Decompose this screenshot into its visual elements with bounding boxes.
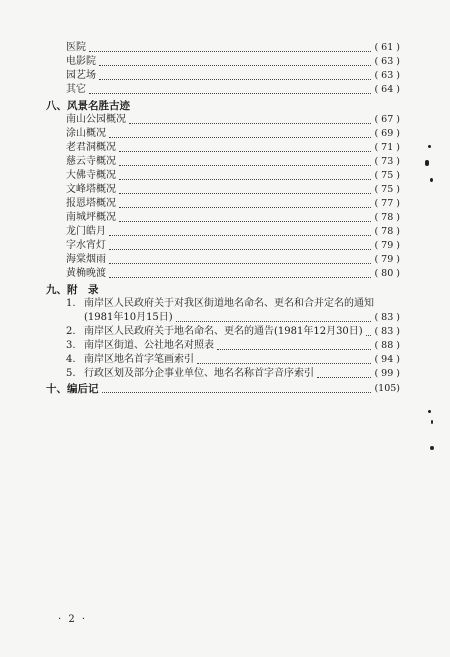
toc-entry: [0, 55, 450, 69]
leader-dots: [119, 193, 371, 194]
toc-entry: [0, 267, 450, 281]
leader-dots: [99, 79, 371, 80]
toc-entry-label: 南城坪概况: [66, 212, 116, 223]
section-heading: [0, 283, 450, 297]
toc-entry: [0, 155, 450, 169]
toc-entry: [0, 169, 450, 183]
toc-page-number: ( 63 ): [374, 70, 400, 81]
toc-page-number: ( 67 ): [374, 114, 400, 125]
entry-number: 2.: [66, 326, 76, 337]
leader-dots: [129, 123, 371, 124]
section-heading: [0, 99, 450, 113]
scan-speck: [425, 160, 429, 166]
toc-entry-label: [66, 325, 363, 339]
toc-entry-label: 其它: [66, 84, 86, 95]
toc-entry: [0, 69, 450, 83]
leader-dots: [119, 165, 371, 166]
toc-page-number: ( 75 ): [374, 184, 400, 195]
toc-entry: [0, 83, 450, 97]
scan-speck: [430, 178, 433, 182]
toc-entry-label: 医院: [66, 42, 86, 53]
leader-dots: [119, 221, 371, 222]
leader-dots: [99, 65, 371, 66]
leader-dots: [109, 137, 371, 138]
toc-page-number: ( 79 ): [374, 240, 400, 251]
leader-dots: [109, 249, 371, 250]
entry-title: 行政区划及部分企事业单位、地名名称首字音序索引: [84, 368, 314, 379]
entry-number: 3.: [66, 340, 76, 351]
toc-entry-label: 黄桷晚渡: [66, 268, 106, 279]
leader-dots: [317, 377, 371, 378]
toc-entry-label: [66, 367, 314, 381]
scan-speck: [428, 410, 431, 413]
section-label: 九、附 录: [46, 284, 99, 296]
leader-dots: [176, 321, 372, 322]
toc-page-number: ( 83 ): [374, 312, 400, 323]
toc-page-number: ( 73 ): [374, 156, 400, 167]
leader-dots: [119, 207, 371, 208]
toc-entry-label: 涂山概况: [66, 128, 106, 139]
leader-dots: [197, 363, 371, 364]
toc-page-number: ( 94 ): [374, 354, 400, 365]
toc-entry-label: 海棠烟雨: [66, 254, 106, 265]
toc-entry-numbered: [0, 353, 450, 367]
leader-dots: [109, 277, 371, 278]
leader-dots: [109, 235, 371, 236]
toc-entry-label: 龙门皓月: [66, 226, 106, 237]
scan-speck: [430, 446, 434, 450]
section-heading: [0, 382, 450, 396]
toc-entry-label: 园艺场: [66, 70, 96, 81]
toc-entry-label: 南山公园概况: [66, 114, 126, 125]
toc-page-number: ( 83 ): [374, 326, 400, 337]
toc-page-number: ( 88 ): [374, 340, 400, 351]
toc-page-number: (105): [374, 383, 400, 394]
toc-entry-label: 电影院: [66, 56, 96, 67]
toc-entry-label: 慈云寺概况: [66, 156, 116, 167]
toc-entry: [0, 225, 450, 239]
scan-speck: [431, 420, 433, 424]
toc-page-number: ( 75 ): [374, 170, 400, 181]
toc-page-number: ( 64 ): [374, 84, 400, 95]
toc-entry: [0, 127, 450, 141]
leader-dots: [366, 335, 372, 336]
section-label: 十、编后记: [46, 383, 99, 395]
toc-page-number: ( 79 ): [374, 254, 400, 265]
entry-title: 南岸区人民政府关于地名命名、更名的通告(1981年12月30日): [84, 326, 363, 337]
toc-page-number: ( 78 ): [374, 212, 400, 223]
entry-title: 南岸区人民政府关于对我区街道地名命名、更名和合并定名的通知: [84, 298, 374, 309]
page-number: · 2 ·: [58, 614, 88, 625]
toc-entry-numbered: [0, 325, 450, 339]
entry-date: (1981年10月15日): [84, 312, 173, 323]
toc-entry-label: [66, 297, 374, 311]
toc-page-number: ( 71 ): [374, 142, 400, 153]
toc-entry: [0, 197, 450, 211]
toc-entry: [0, 41, 450, 55]
toc-page-number: ( 69 ): [374, 128, 400, 139]
leader-dots: [119, 179, 371, 180]
leader-dots: [119, 151, 371, 152]
scan-speck: [428, 145, 431, 148]
toc-page-number: ( 61 ): [374, 42, 400, 53]
toc-entry-label: 报恩塔概况: [66, 198, 116, 209]
toc-entry-label: 大佛寺概况: [66, 170, 116, 181]
toc-entry: [0, 211, 450, 225]
toc-entry-numbered: [0, 297, 450, 311]
leader-dots: [102, 392, 372, 393]
toc-entry-label: 老君洞概况: [66, 142, 116, 153]
entry-title: 南岸区地名首字笔画索引: [84, 354, 194, 365]
toc-page-number: ( 78 ): [374, 226, 400, 237]
toc-entry-label: 文峰塔概况: [66, 184, 116, 195]
toc-entry: [0, 253, 450, 267]
entry-number: 5.: [66, 368, 76, 379]
toc-entry: [0, 183, 450, 197]
toc-entry: [0, 113, 450, 127]
leader-dots: [89, 51, 371, 52]
toc-entry-label: [66, 339, 214, 353]
toc-page-number: ( 80 ): [374, 268, 400, 279]
toc-page-number: ( 99 ): [374, 368, 400, 379]
leader-dots: [109, 263, 371, 264]
toc-page-number: ( 63 ): [374, 56, 400, 67]
toc-page-number: ( 77 ): [374, 198, 400, 209]
toc-entry: [0, 239, 450, 253]
toc-entry: [0, 141, 450, 155]
toc-entry-numbered: [0, 367, 450, 381]
toc-entry-continuation: [0, 311, 450, 325]
toc-entry-label: 字水宵灯: [66, 240, 106, 251]
leader-dots: [89, 93, 371, 94]
toc-entry-numbered: [0, 339, 450, 353]
entry-title: 南岸区街道、公社地名对照表: [84, 340, 214, 351]
section-label: 八、风景名胜古迹: [46, 100, 130, 112]
leader-dots: [217, 349, 371, 350]
toc-entry-label: [66, 353, 194, 367]
entry-number: 1.: [66, 298, 76, 309]
entry-number: 4.: [66, 354, 76, 365]
